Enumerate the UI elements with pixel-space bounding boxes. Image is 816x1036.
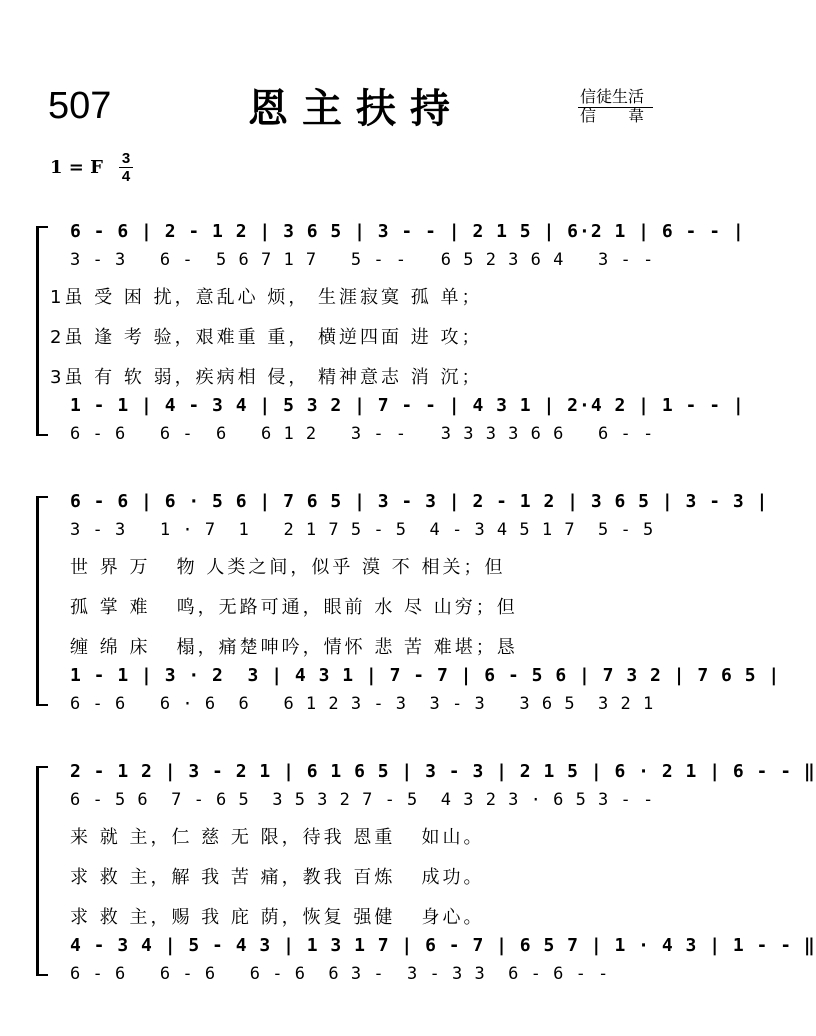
key-signature: 1 = F: [50, 157, 103, 178]
hymn-number: 507: [48, 85, 112, 127]
bass-line: 6 - 6 6 - 6 6 1 2 3 - - 3 3 3 3 6 6 6 - -: [70, 424, 655, 444]
verse-2-lyrics: 求 救 主，解 我 苦 痛，教我 百炼 成功。: [70, 867, 485, 888]
lyricist-credit: 信徒生活: [580, 87, 645, 106]
verse-3-lyrics: 3虽 有 软 弱，疾病相 侵， 精神意志 消 沉；: [50, 367, 483, 388]
verse-2-lyrics: 2虽 逢 考 验，艰难重 重， 横逆四面 进 攻；: [50, 327, 483, 348]
alto-line: 3 - 3 1 · 7 1 2 1 7 5 - 5 4 - 3 4 5 1 7 5 - 5: [70, 520, 655, 540]
alto-line: 6 - 5 6 7 - 6 5 3 5 3 2 7 - 5 4 3 2 3 · 6 5 3 - -: [70, 790, 655, 810]
tenor-line: 4 - 3 4 | 5 - 4 3 | 1 3 1 7 | 6 - 7 | 6 5 7 | 1 · 4 3 | 1 - - ‖: [70, 935, 816, 956]
alto-line: 3 - 3 6 - 5 6 7 1 7 5 - - 6 5 2 3 6 4 3 - -: [70, 250, 655, 270]
tenor-line: 1 - 1 | 4 - 3 4 | 5 3 2 | 7 - - | 4 3 1 | 2·4 2 | 1 - - |: [70, 395, 745, 416]
bass-line: 6 - 6 6 · 6 6 6 1 2 3 - 3 3 - 3 3 6 5 3 2 1: [70, 694, 655, 714]
time-signature: [118, 150, 134, 185]
soprano-line: 2 - 1 2 | 3 - 2 1 | 6 1 6 5 | 3 - 3 | 2 1 5 | 6 · 2 1 | 6 - - ‖: [70, 761, 816, 782]
system-bracket: [36, 766, 48, 976]
soprano-line: 6 - 6 | 2 - 1 2 | 3 6 5 | 3 - - | 2 1 5 | 6·2 1 | 6 - - |: [70, 221, 745, 242]
verse-1-lyrics: 1虽 受 困 扰，意乱心 烦， 生涯寂寞 孤 单；: [50, 287, 483, 308]
verse-3-lyrics: 求 救 主，赐 我 庇 荫，恢复 强健 身心。: [70, 907, 485, 928]
time-signature-top: 3: [121, 150, 131, 167]
bass-line: 6 - 6 6 - 6 6 - 6 6 3 - 3 - 3 3 6 - 6 - -: [70, 964, 610, 984]
system-bracket: [36, 496, 48, 706]
system-bracket: [36, 226, 48, 436]
hymn-title: 恩主扶持: [248, 85, 464, 132]
verse-1-lyrics: 世 界 万 物 人类之间，似乎 漠 不 相关；但: [70, 557, 506, 578]
time-signature-bottom: 4: [121, 168, 131, 185]
verse-2-lyrics: 孤 掌 难 鸣，无路可通，眼前 水 尽 山穷；但: [70, 597, 518, 618]
verse-3-lyrics: 缠 绵 床 榻，痛楚呻吟，情怀 悲 苦 难堪；恳: [70, 637, 518, 658]
verse-1-lyrics: 来 就 主，仁 慈 无 限，待我 恩重 如山。: [70, 827, 485, 848]
tenor-line: 1 - 1 | 3 · 2 3 | 4 3 1 | 7 - 7 | 6 - 5 6 | 7 3 2 | 7 6 5 |: [70, 665, 781, 686]
soprano-line: 6 - 6 | 6 · 5 6 | 7 6 5 | 3 - 3 | 2 - 1 2 | 3 6 5 | 3 - 3 |: [70, 491, 769, 512]
composer-credit: 信 韋: [580, 106, 645, 125]
